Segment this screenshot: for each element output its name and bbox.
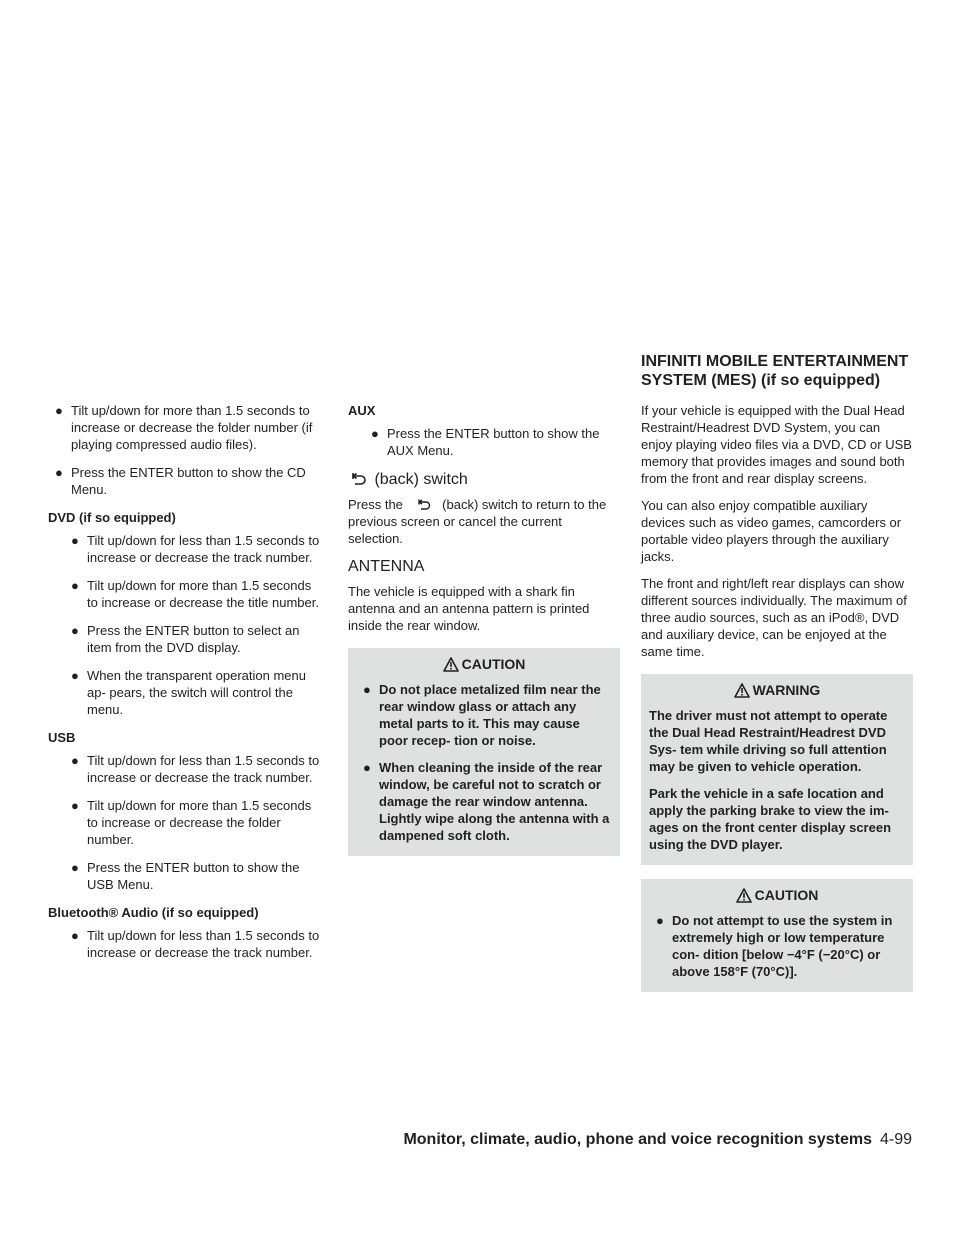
bullet-icon: ● <box>371 426 379 441</box>
warning-box <box>641 674 913 865</box>
bullet-icon: ● <box>55 403 63 418</box>
bullet-icon: ● <box>71 798 79 813</box>
paragraph: The front and right/left rear displays can show different sources individually. The maximum of three audio sources, such as an iPod®, DVD and auxiliary device, can be enjoyed at the same time. <box>641 576 907 659</box>
list-item: ● Tilt up/down for less than 1.5 seconds to increase or decrease the track number. <box>71 928 320 960</box>
section-title-line2: SYSTEM (MES) (if so equipped) <box>641 372 881 389</box>
back-arrow-icon <box>350 472 368 488</box>
back-switch-text: Press the (back) switch to return to the previous screen or cancel the current selection. <box>348 497 607 546</box>
antenna-heading: ANTENNA <box>348 558 425 575</box>
bullet-icon: ● <box>71 623 79 638</box>
bullet-icon: ● <box>363 760 371 775</box>
aux-heading: AUX <box>348 403 376 418</box>
column-2 <box>348 402 620 856</box>
list-item: ● Press the ENTER button to show the AUX Menu. <box>371 426 600 458</box>
bullet-icon: ● <box>71 928 79 943</box>
bullet-icon: ● <box>71 860 79 875</box>
list-item: ● Do not attempt to use the system in extremely high or low temperature con- dition [below −4°F (−20°C) or above 158°F (70°C)]. <box>656 913 893 979</box>
caution-header: CAUTION <box>356 656 612 673</box>
section-title <box>641 352 941 390</box>
list-item: ● Tilt up/down for more than 1.5 seconds to increase or decrease the title number. <box>71 578 319 610</box>
warning-triangle-icon <box>736 888 752 903</box>
bullet-icon: ● <box>71 578 79 593</box>
footer-title: Monitor, climate, audio, phone and voice recognition systems <box>403 1131 872 1148</box>
list-item: ● Press the ENTER button to show the USB Menu. <box>71 860 300 892</box>
list-item: ● Press the ENTER button to show the CD Menu. <box>55 465 306 497</box>
bullet-icon: ● <box>55 465 63 480</box>
list-item: ● Tilt up/down for more than 1.5 seconds to increase or decrease the folder number. <box>71 798 312 847</box>
list-item: ● Tilt up/down for less than 1.5 seconds to increase or decrease the track number. <box>71 753 320 785</box>
list-item: ● When cleaning the inside of the rear window, be careful not to scratch or damage the rear window antenna. Lightly wipe along the antenna with a dampened soft cloth. <box>363 760 610 843</box>
paragraph: You can also enjoy compatible auxiliary devices such as video games, camcorders or portable video players through the auxiliary jacks. <box>641 498 902 564</box>
bullet-icon: ● <box>71 533 79 548</box>
column-1 <box>48 402 320 972</box>
bluetooth-heading: Bluetooth® Audio (if so equipped) <box>48 905 259 920</box>
list-item: ● Tilt up/down for more than 1.5 seconds to increase or decrease the folder number (if playing compressed audio files). <box>55 403 313 452</box>
section-title-line1: INFINITI MOBILE ENTERTAINMENT <box>641 353 909 370</box>
bullet-icon: ● <box>363 682 371 697</box>
list-item: ● Press the ENTER button to select an item from the DVD display. <box>71 623 300 655</box>
usb-heading: USB <box>48 730 76 745</box>
page-number: 4-99 <box>879 1131 912 1148</box>
bullet-icon: ● <box>71 668 79 683</box>
antenna-text: The vehicle is equipped with a shark fin antenna and an antenna pattern is printed inside the rear window. <box>348 584 590 633</box>
page-footer <box>403 1131 912 1149</box>
list-item: ● When the transparent operation menu ap- pears, the switch will control the menu. <box>71 668 306 717</box>
paragraph: If your vehicle is equipped with the Dual Head Restraint/Headrest DVD System, you can enjoy playing video files via a DVD, CD or USB memory that provides images and sound both from the front and rear display screens. <box>641 403 912 486</box>
caution-header: CAUTION <box>649 887 905 904</box>
warning-triangle-icon <box>734 683 750 698</box>
bullet-icon: ● <box>71 753 79 768</box>
column-3 <box>641 402 913 992</box>
caution-box <box>348 648 620 856</box>
warning-triangle-icon <box>443 657 459 672</box>
list-item: ● Tilt up/down for less than 1.5 seconds to increase or decrease the track number. <box>71 533 320 565</box>
bullet-icon: ● <box>656 913 664 928</box>
back-arrow-icon <box>409 499 437 513</box>
warning-text: The driver must not attempt to operate the Dual Head Restraint/Headrest DVD Sys- tem while driving so full attention may be given to vehicle operation. <box>649 708 888 774</box>
back-switch-heading: (back) switch <box>348 470 620 490</box>
warning-header: WARNING <box>649 682 905 699</box>
dvd-heading: DVD (if so equipped) <box>48 510 176 525</box>
caution-box <box>641 879 913 992</box>
warning-text: Park the vehicle in a safe location and apply the parking brake to view the im- ages on the front center display screen using the DVD player. <box>649 786 892 852</box>
list-item: ● Do not place metalized film near the rear window glass or attach any metal parts to it. This may cause poor recep- tion or noise. <box>363 682 601 748</box>
